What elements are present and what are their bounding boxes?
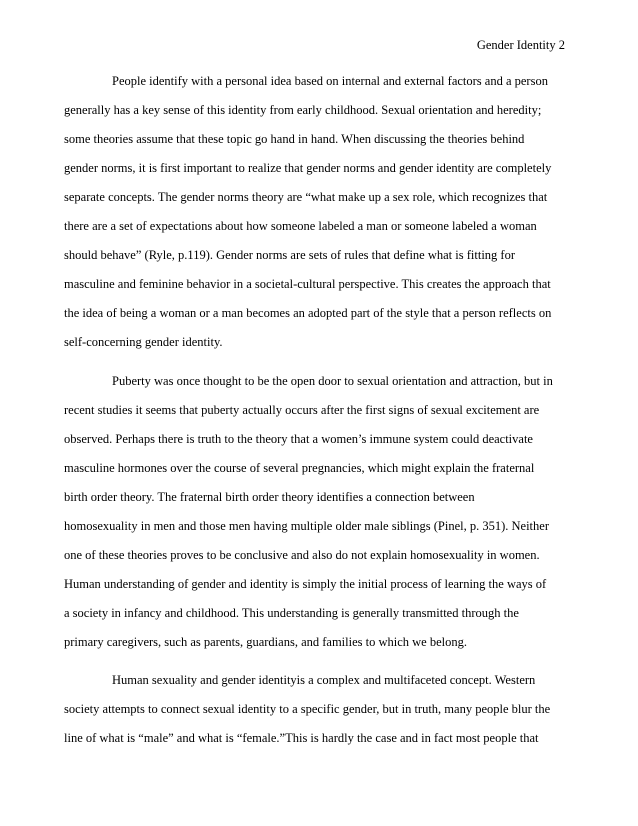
paragraph-1-line: masculine and feminine behavior in a societal-cultural perspective. This creates the approach that <box>64 277 551 291</box>
paragraph-1-line: self-concerning gender identity. <box>64 335 223 349</box>
paragraph-2-line: birth order theory. The fraternal birth order theory identifies a connection between <box>64 490 475 504</box>
paragraph-2-line: Human understanding of gender and identity is simply the initial process of learning the ways of <box>64 577 547 591</box>
paragraph-2-line: masculine hormones over the course of several pregnancies, which might explain the fraternal <box>64 461 535 475</box>
paragraph-1-line: some theories assume that these topic go hand in hand. When discussing the theories behind <box>64 132 525 146</box>
paragraph-1-line: should behave” (Ryle, p.119). Gender norms are sets of rules that define what is fitting for <box>64 248 515 262</box>
paragraph-1-line: generally has a key sense of this identity from early childhood. Sexual orientation and heredity; <box>64 103 542 117</box>
paragraph-3-line: society attempts to connect sexual identity to a specific gender, but in truth, many people blur the <box>64 702 551 716</box>
running-head: Gender Identity 2 <box>476 38 565 52</box>
paragraph-3-line: Human sexuality and gender identityis a complex and multifaceted concept. Western <box>112 673 536 687</box>
paragraph-1-line: gender norms, it is first important to realize that gender norms and gender identity are completely <box>64 161 552 175</box>
paragraph-2-line: observed. Perhaps there is truth to the theory that a women’s immune system could deactivate <box>64 432 533 446</box>
paragraph-1-line: separate concepts. The gender norms theory are “what make up a sex role, which recognizes that <box>64 190 548 204</box>
paragraph-1-line: there are a set of expectations about how someone labeled a man or someone labeled a woman <box>64 219 537 233</box>
paragraph-2-line: homosexuality in men and those men having multiple older male siblings (Pinel, p. 351). Neither <box>64 519 549 533</box>
paragraph-1-line: People identify with a personal idea based on internal and external factors and a person <box>112 74 548 88</box>
paragraph-2-line: primary caregivers, such as parents, guardians, and families to which we belong. <box>64 635 467 649</box>
paragraph-1-line: the idea of being a woman or a man becomes an adopted part of the style that a person reflects on <box>64 306 552 320</box>
paragraph-3-line: line of what is “male” and what is “female.”This is hardly the case and in fact most people that <box>64 731 539 745</box>
paragraph-2-line: one of these theories proves to be conclusive and also do not explain homosexuality in women. <box>64 548 540 562</box>
paragraph-2-line: recent studies it seems that puberty actually occurs after the first signs of sexual excitement are <box>64 403 540 417</box>
paragraph-2-line: a society in infancy and childhood. This understanding is generally transmitted through the <box>64 606 519 620</box>
paragraph-2-line: Puberty was once thought to be the open door to sexual orientation and attraction, but in <box>112 374 553 388</box>
